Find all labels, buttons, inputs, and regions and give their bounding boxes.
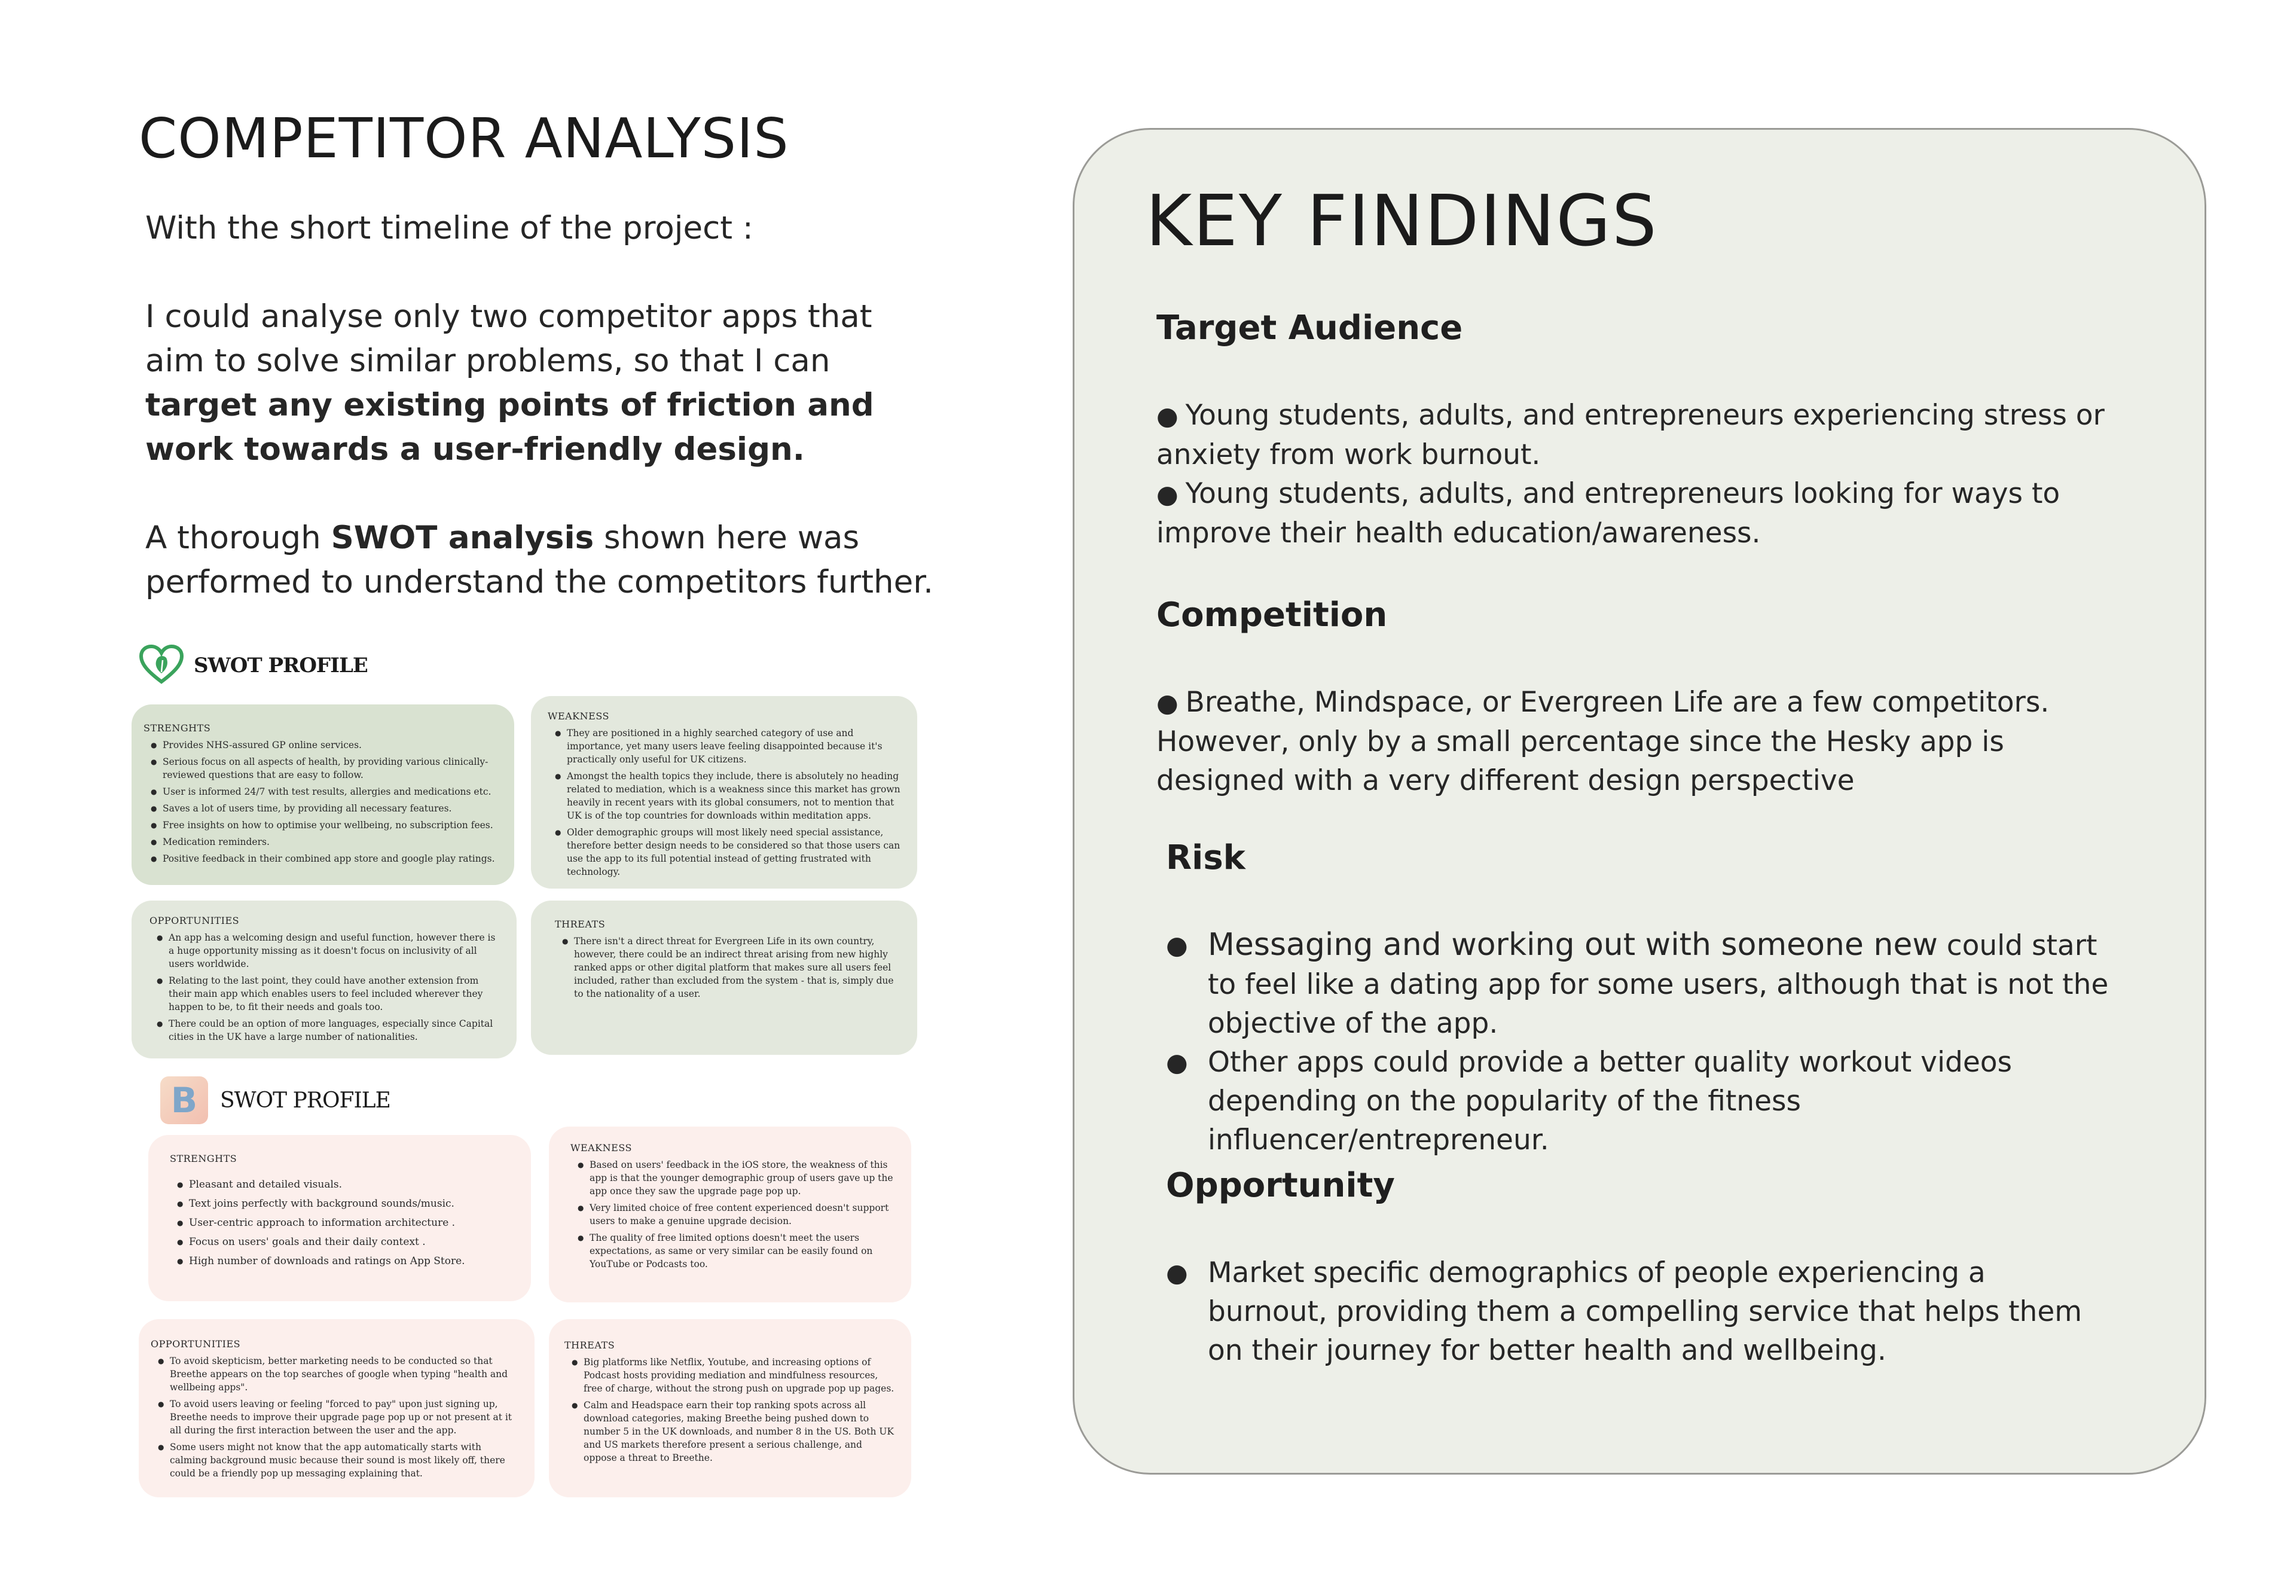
swot1-weakness-card xyxy=(531,696,917,889)
intro-p2-bold: target any existing points of friction and work towards a user-friendly design. xyxy=(145,387,874,468)
swot2-opportunities-list xyxy=(151,1354,521,1480)
swot1-strength-item: ● User is informed 24/7 with test results, allergies and medications etc. xyxy=(151,785,502,798)
swot1-threat-item: ● There isn't a direct threat for Evergreen Life in its own country, however, there could be an indirect threat arising from new highly ranked apps or other digital platform that makes sure all users feel included, rather than excluded from the system - that is, simply due to the nationality of a user. xyxy=(562,935,899,1000)
swot2-opportunity-item: ● To avoid skepticism, better marketing needs to be conducted so that Breethe appears on the top searches of google when typing "health and wellbeing apps". xyxy=(158,1354,521,1394)
swot1-strength-item: ● Medication reminders. xyxy=(151,835,502,849)
swot2-opportunities-card xyxy=(139,1319,535,1497)
swot2-weakness-item: ● Very limited choice of free content experienced doesn't support users to make a genuine upgrade decision. xyxy=(578,1201,896,1228)
competition-heading: Competition xyxy=(1156,596,1388,634)
swot2-opportunity-item: ● Some users might not know that the app automatically starts with calming background music because their sound is most likely off, there could be a friendly pop up messaging explaining that. xyxy=(158,1441,521,1480)
swot1-opportunity-item: ● Relating to the last point, they could have another extension from their main app which enables users to feel included wherever they happen to be, to fit their needs and goals too. xyxy=(157,974,501,1014)
swot1-strengths-list xyxy=(144,739,502,865)
swot1-strength-item: ● Serious focus on all aspects of health, by providing various clinically-reviewed questions that are easy to follow. xyxy=(151,755,502,782)
risk-item-2 xyxy=(1166,1043,2111,1159)
swot1-strength-item: ● Free insights on how to optimise your wellbeing, no subscription fees. xyxy=(151,819,502,832)
swot2-strengths-heading: STRENGHTS xyxy=(170,1153,237,1164)
target-audience-item-1 xyxy=(1156,396,2125,474)
bullet-icon: ● xyxy=(1166,1258,1188,1287)
intro-paragraph-2 xyxy=(145,295,941,472)
risk-item-2-text: Other apps could provide a better quality workout videos depending on the popularity of the fitness influencer/entrepreneur. xyxy=(1208,1046,2013,1156)
risk-item-1-lead: Messaging and working out with someone new xyxy=(1208,927,1938,963)
risk-heading: Risk xyxy=(1166,838,1245,877)
swot2-strengths-card xyxy=(148,1135,531,1301)
swot2-opportunities-heading: OPPORTUNITIES xyxy=(151,1338,241,1350)
competition-item-1 xyxy=(1156,683,2125,800)
swot2-strength-item: ● Pleasant and detailed visuals. xyxy=(177,1177,519,1192)
risk-list xyxy=(1166,926,2111,1159)
intro-p3-b: shown here was performed to understand the competitors further. xyxy=(145,520,933,600)
swot2-threat-item: ● Big platforms like Netflix, Youtube, and increasing options of Podcast hosts providing mediation and mindfulness resources, free of charge, without the strong push on upgrade pop up pages. xyxy=(572,1356,898,1395)
swot2-weakness-heading: WEAKNESS xyxy=(570,1142,632,1153)
intro-paragraph-1: With the short timeline of the project : xyxy=(145,210,753,246)
swot1-threats-list xyxy=(555,935,899,1000)
swot1-weakness-item: ● Amongst the health topics they include, there is absolutely no heading related to mediation, which is a weakness since this market has grown heavily in recent years with its global consumers, not to mention that UK is of the top countries for downloads within meditation apps. xyxy=(555,770,900,822)
swot2-strength-item: ● Focus on users' goals and their daily context . xyxy=(177,1235,519,1249)
swot1-threats-card xyxy=(531,901,917,1055)
opportunity-list xyxy=(1166,1253,2111,1370)
swot2-threats-card xyxy=(549,1319,911,1497)
intro-text xyxy=(145,206,941,605)
swot2-threats-heading: THREATS xyxy=(564,1339,615,1351)
swot1-opportunities-card xyxy=(132,901,517,1058)
swot1-weakness-item: ● They are positioned in a highly searched category of use and importance, yet many users leave feeling disappointed because it's practically only useful for UK citizens. xyxy=(555,727,900,766)
evergreen-heart-logo-icon xyxy=(139,645,184,686)
swot1-opportunities-list xyxy=(149,931,501,1043)
intro-p3-a: A thorough xyxy=(145,520,331,556)
breethe-logo-icon: B xyxy=(160,1076,208,1124)
swot-profile-1-header xyxy=(139,645,368,686)
key-findings-title: KEY FINDINGS xyxy=(1146,179,1658,262)
swot1-strengths-heading: STRENGHTS xyxy=(144,722,211,734)
swot2-weakness-item: ● The quality of free limited options doesn't meet the users expectations, as same or very similar can be easily found on YouTube or Podcasts too. xyxy=(578,1231,896,1271)
swot2-weakness-card xyxy=(549,1127,911,1302)
bullet-icon: ● xyxy=(1156,688,1178,718)
competition-list xyxy=(1156,683,2125,800)
swot1-opportunities-heading: OPPORTUNITIES xyxy=(149,915,240,926)
target-audience-list xyxy=(1156,396,2125,553)
swot2-weakness-list xyxy=(570,1158,896,1271)
swot2-strength-item: ● High number of downloads and ratings on App Store. xyxy=(177,1254,519,1268)
swot2-opportunity-item: ● To avoid users leaving or feeling "forced to pay" upon just signing up, Breethe needs to improve their upgrade page pop up or not present at it all during the first interaction between the user and the app. xyxy=(158,1397,521,1437)
swot2-weakness-item: ● Based on users' feedback in the iOS store, the weakness of this app is that the younger demographic group of users gave up the app once they saw the upgrade page pop up. xyxy=(578,1158,896,1198)
risk-item-1 xyxy=(1166,926,2111,1043)
opportunity-item-1 xyxy=(1166,1253,2111,1370)
target-audience-item-2 xyxy=(1156,474,2125,553)
swot1-threats-heading: THREATS xyxy=(555,918,606,930)
risk-item-1-rest: could start to feel like a dating app for some users, although that is not the objective of the app. xyxy=(1208,929,2109,1040)
swot-profile-1-title: SWOT PROFILE xyxy=(194,654,368,678)
swot1-strength-item: ● Provides NHS-assured GP online services. xyxy=(151,739,502,752)
swot1-strength-item: ● Positive feedback in their combined app store and google play ratings. xyxy=(151,852,502,865)
target-audience-item-2-text: Young students, adults, and entrepreneurs looking for ways to improve their health education/awareness. xyxy=(1156,477,2060,550)
swot1-strength-item: ● Saves a lot of users time, by providing all necessary features. xyxy=(151,802,502,815)
bullet-icon: ● xyxy=(1156,480,1178,509)
intro-p2-plain: I could analyse only two competitor apps that aim to solve similar problems, so that I can xyxy=(145,298,872,379)
swot1-weakness-list xyxy=(548,727,900,878)
swot1-weakness-item: ● Older demographic groups will most likely need special assistance, therefore better design needs to be considered so that those users can use the app to its full potential instead of getting frustrated with technology. xyxy=(555,826,900,878)
swot2-threats-list xyxy=(564,1356,898,1464)
bullet-icon: ● xyxy=(1166,930,1188,960)
swot1-weakness-heading: WEAKNESS xyxy=(548,710,609,722)
swot1-strengths-card xyxy=(132,704,514,885)
target-audience-heading: Target Audience xyxy=(1156,309,1463,347)
swot-profile-2-title: SWOT PROFILE xyxy=(220,1088,390,1113)
swot2-threat-item: ● Calm and Headspace earn their top ranking spots across all download categories, making Breethe being pushed down to number 5 in the UK downloads, and number 8 in the US. Both UK and US markets therefore present a serious challenge, and oppose a threat to Breethe. xyxy=(572,1399,898,1464)
swot2-strength-item: ● User-centric approach to information architecture . xyxy=(177,1216,519,1230)
bullet-icon: ● xyxy=(1166,1048,1188,1077)
swot2-strength-item: ● Text joins perfectly with background sounds/music. xyxy=(177,1197,519,1211)
opportunity-item-1-text: Market specific demographics of people experiencing a burnout, providing them a compelling service that helps them on their journey for better health and wellbeing. xyxy=(1208,1256,2083,1367)
swot1-opportunity-item: ● An app has a welcoming design and useful function, however there is a huge opportunity missing as it doesn't focus on inclusivity of all users worldwide. xyxy=(157,931,501,971)
page-title: COMPETITOR ANALYSIS xyxy=(139,106,789,170)
swot-profile-2-header xyxy=(160,1076,390,1124)
opportunity-heading: Opportunity xyxy=(1166,1166,1395,1205)
intro-paragraph-3 xyxy=(145,516,941,605)
bullet-icon: ● xyxy=(1156,401,1178,431)
intro-p3-bold: SWOT analysis xyxy=(331,520,594,556)
swot2-strengths-list xyxy=(170,1177,519,1268)
target-audience-item-1-text: Young students, adults, and entrepreneurs experiencing stress or anxiety from work burnout. xyxy=(1156,399,2105,471)
swot1-opportunity-item: ● There could be an option of more languages, especially since Capital cities in the UK have a large number of nationalities. xyxy=(157,1017,501,1043)
competition-item-1-text: Breathe, Mindspace, or Evergreen Life are a few competitors. However, only by a small percentage since the Hesky app is designed with a very different design perspective xyxy=(1156,686,2050,797)
